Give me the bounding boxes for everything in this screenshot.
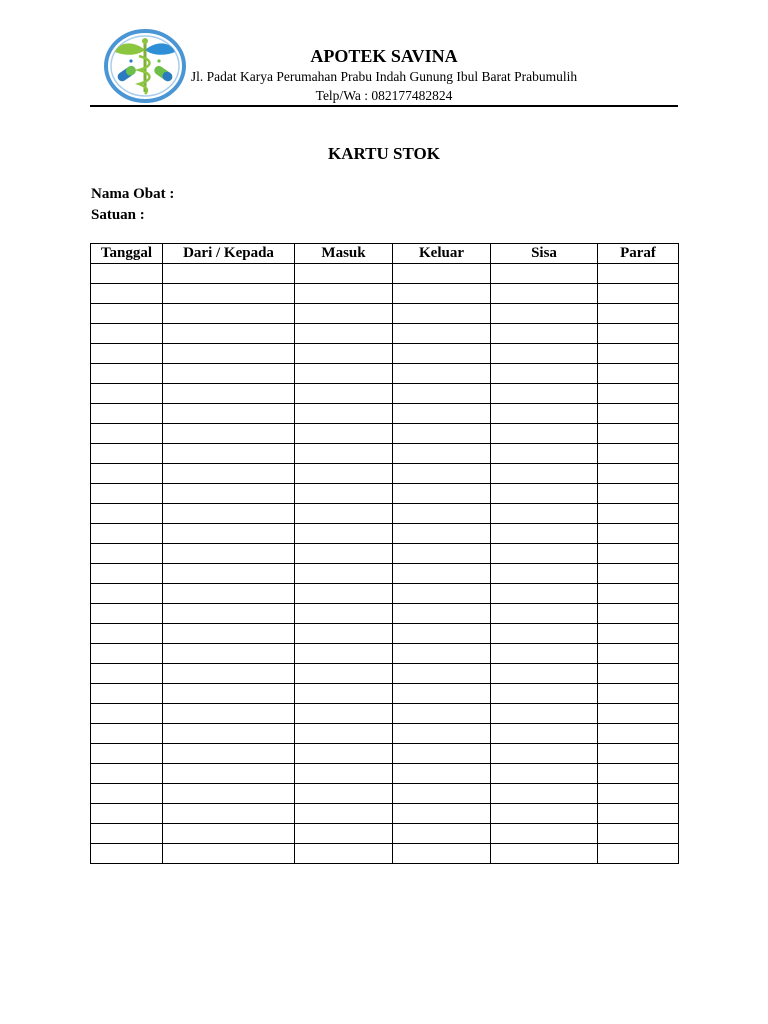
table-cell [393,564,491,584]
table-cell [598,264,679,284]
table-cell [163,384,295,404]
table-cell [491,264,598,284]
column-header-keluar: Keluar [393,244,491,264]
table-cell [163,424,295,444]
table-cell [598,764,679,784]
table-cell [491,724,598,744]
table-cell [491,304,598,324]
table-cell [598,304,679,324]
table-cell [295,764,393,784]
table-row [91,324,679,344]
table-cell [295,384,393,404]
table-cell [491,564,598,584]
table-row [91,824,679,844]
table-cell [491,444,598,464]
table-row [91,764,679,784]
column-header-sisa: Sisa [491,244,598,264]
table-cell [598,684,679,704]
table-row [91,604,679,624]
table-row [91,344,679,364]
table-cell [598,344,679,364]
field-satuan: Satuan : [91,207,145,223]
header-divider [90,105,678,107]
table-cell [163,724,295,744]
table-cell [393,844,491,864]
table-cell [295,464,393,484]
table-cell [295,704,393,724]
table-cell [295,744,393,764]
table-cell [295,444,393,464]
table-cell [393,604,491,624]
table-cell [91,304,163,324]
table-cell [598,804,679,824]
table-cell [598,564,679,584]
table-cell [295,724,393,744]
table-cell [163,644,295,664]
table-cell [163,664,295,684]
table-cell [393,704,491,724]
table-row [91,744,679,764]
table-row [91,684,679,704]
table-row [91,804,679,824]
table-cell [598,324,679,344]
table-row [91,564,679,584]
table-cell [163,824,295,844]
table-cell [295,324,393,344]
table-cell [295,644,393,664]
table-cell [163,784,295,804]
table-cell [491,284,598,304]
table-cell [393,404,491,424]
table-row [91,584,679,604]
table-cell [491,404,598,424]
table-cell [598,504,679,524]
table-cell [163,684,295,704]
table-cell [491,364,598,384]
table-row [91,384,679,404]
column-header-dari-kepada: Dari / Kepada [163,244,295,264]
table-cell [295,824,393,844]
table-cell [491,464,598,484]
table-cell [393,444,491,464]
table-cell [163,404,295,424]
table-cell [91,804,163,824]
table-cell [491,664,598,684]
table-cell [491,544,598,564]
table-cell [393,364,491,384]
table-row [91,364,679,384]
table-cell [393,824,491,844]
table-cell [163,604,295,624]
table-cell [393,744,491,764]
table-cell [295,344,393,364]
table-cell [393,724,491,744]
table-cell [91,624,163,644]
table-row [91,284,679,304]
table-cell [295,524,393,544]
table-cell [163,804,295,824]
table-cell [491,604,598,624]
table-cell [393,304,491,324]
table-cell [491,344,598,364]
table-cell [295,624,393,644]
table-cell [491,644,598,664]
table-cell [91,264,163,284]
table-cell [393,544,491,564]
table-cell [91,404,163,424]
table-cell [491,524,598,544]
table-row [91,724,679,744]
table-cell [91,344,163,364]
table-cell [163,744,295,764]
table-row [91,304,679,324]
table-cell [163,524,295,544]
org-contact: Telp/Wa : 082177482824 [315,88,453,103]
table-cell [393,384,491,404]
column-header-tanggal: Tanggal [91,244,163,264]
table-cell [491,824,598,844]
table-cell [295,404,393,424]
table-cell [163,544,295,564]
table-cell [491,424,598,444]
table-cell [491,484,598,504]
table-cell [598,844,679,864]
table-cell [393,784,491,804]
table-cell [295,364,393,384]
table-cell [163,364,295,384]
table-cell [598,784,679,804]
table-cell [295,424,393,444]
stock-table [90,243,679,864]
table-cell [295,564,393,584]
table-cell [393,584,491,604]
table-cell [491,704,598,724]
table-cell [91,544,163,564]
table-cell [91,444,163,464]
table-cell [393,424,491,444]
table-cell [598,624,679,644]
table-cell [598,824,679,844]
table-cell [91,524,163,544]
table-cell [163,564,295,584]
table-cell [393,804,491,824]
table-row [91,664,679,684]
table-cell [295,804,393,824]
table-cell [598,364,679,384]
table-cell [163,444,295,464]
table-row [91,484,679,504]
table-cell [598,284,679,304]
table-cell [598,704,679,724]
table-cell [91,784,163,804]
table-cell [598,644,679,664]
table-cell [598,484,679,504]
table-row [91,424,679,444]
table-cell [91,584,163,604]
table-cell [163,464,295,484]
table-cell [163,764,295,784]
table-cell [295,504,393,524]
table-cell [163,484,295,504]
table-cell [598,384,679,404]
table-cell [393,524,491,544]
table-cell [163,304,295,324]
table-cell [393,344,491,364]
table-cell [91,504,163,524]
table-row [91,704,679,724]
table-cell [295,304,393,324]
table-cell [91,844,163,864]
table-cell [491,384,598,404]
table-cell [393,504,491,524]
table-cell [598,664,679,684]
org-address: Jl. Padat Karya Perumahan Prabu Indah Gunung Ibul Barat Prabumulih [190,69,578,84]
table-cell [393,664,491,684]
table-cell [491,764,598,784]
table-cell [491,624,598,644]
column-header-masuk: Masuk [295,244,393,264]
table-row [91,544,679,564]
table-cell [598,404,679,424]
table-cell [163,504,295,524]
table-row [91,784,679,804]
table-cell [295,264,393,284]
table-cell [598,604,679,624]
table-cell [91,324,163,344]
table-row [91,844,679,864]
table-cell [598,724,679,744]
table-cell [393,284,491,304]
table-cell [295,484,393,504]
table-cell [91,824,163,844]
table-cell [393,624,491,644]
table-cell [491,804,598,824]
table-cell [91,664,163,684]
table-cell [91,724,163,744]
table-cell [393,644,491,664]
table-row [91,504,679,524]
table-row [91,624,679,644]
table-cell [91,364,163,384]
table-cell [163,844,295,864]
table-cell [491,324,598,344]
column-header-paraf: Paraf [598,244,679,264]
table-cell [598,744,679,764]
table-cell [91,704,163,724]
table-cell [295,664,393,684]
table-cell [91,484,163,504]
table-cell [598,584,679,604]
table-cell [295,684,393,704]
table-cell [598,464,679,484]
table-cell [163,284,295,304]
table-cell [91,384,163,404]
table-cell [598,524,679,544]
table-row [91,264,679,284]
table-cell [598,444,679,464]
table-row [91,464,679,484]
table-cell [91,564,163,584]
table-cell [393,264,491,284]
table-cell [91,424,163,444]
table-cell [163,584,295,604]
document-title: KARTU STOK [328,144,440,163]
table-cell [163,624,295,644]
table-header-row [91,244,679,264]
table-cell [91,744,163,764]
stock-table-body [91,264,679,864]
org-name: APOTEK SAVINA [310,46,458,66]
table-cell [393,764,491,784]
table-cell [491,504,598,524]
table-cell [295,784,393,804]
table-row [91,444,679,464]
table-cell [295,844,393,864]
table-cell [91,644,163,664]
table-cell [295,544,393,564]
table-cell [91,284,163,304]
table-cell [295,584,393,604]
table-cell [491,744,598,764]
table-cell [91,684,163,704]
table-cell [491,584,598,604]
table-cell [163,704,295,724]
table-cell [163,264,295,284]
table-cell [491,784,598,804]
table-cell [393,464,491,484]
table-cell [163,324,295,344]
table-cell [598,424,679,444]
table-row [91,404,679,424]
table-cell [163,344,295,364]
table-cell [91,764,163,784]
table-cell [491,684,598,704]
table-cell [91,464,163,484]
table-cell [393,684,491,704]
table-row [91,644,679,664]
table-cell [295,604,393,624]
table-cell [91,604,163,624]
field-nama-obat: Nama Obat : [91,186,175,202]
table-row [91,524,679,544]
table-cell [491,844,598,864]
table-cell [393,324,491,344]
table-cell [295,284,393,304]
table-cell [598,544,679,564]
table-cell [393,484,491,504]
